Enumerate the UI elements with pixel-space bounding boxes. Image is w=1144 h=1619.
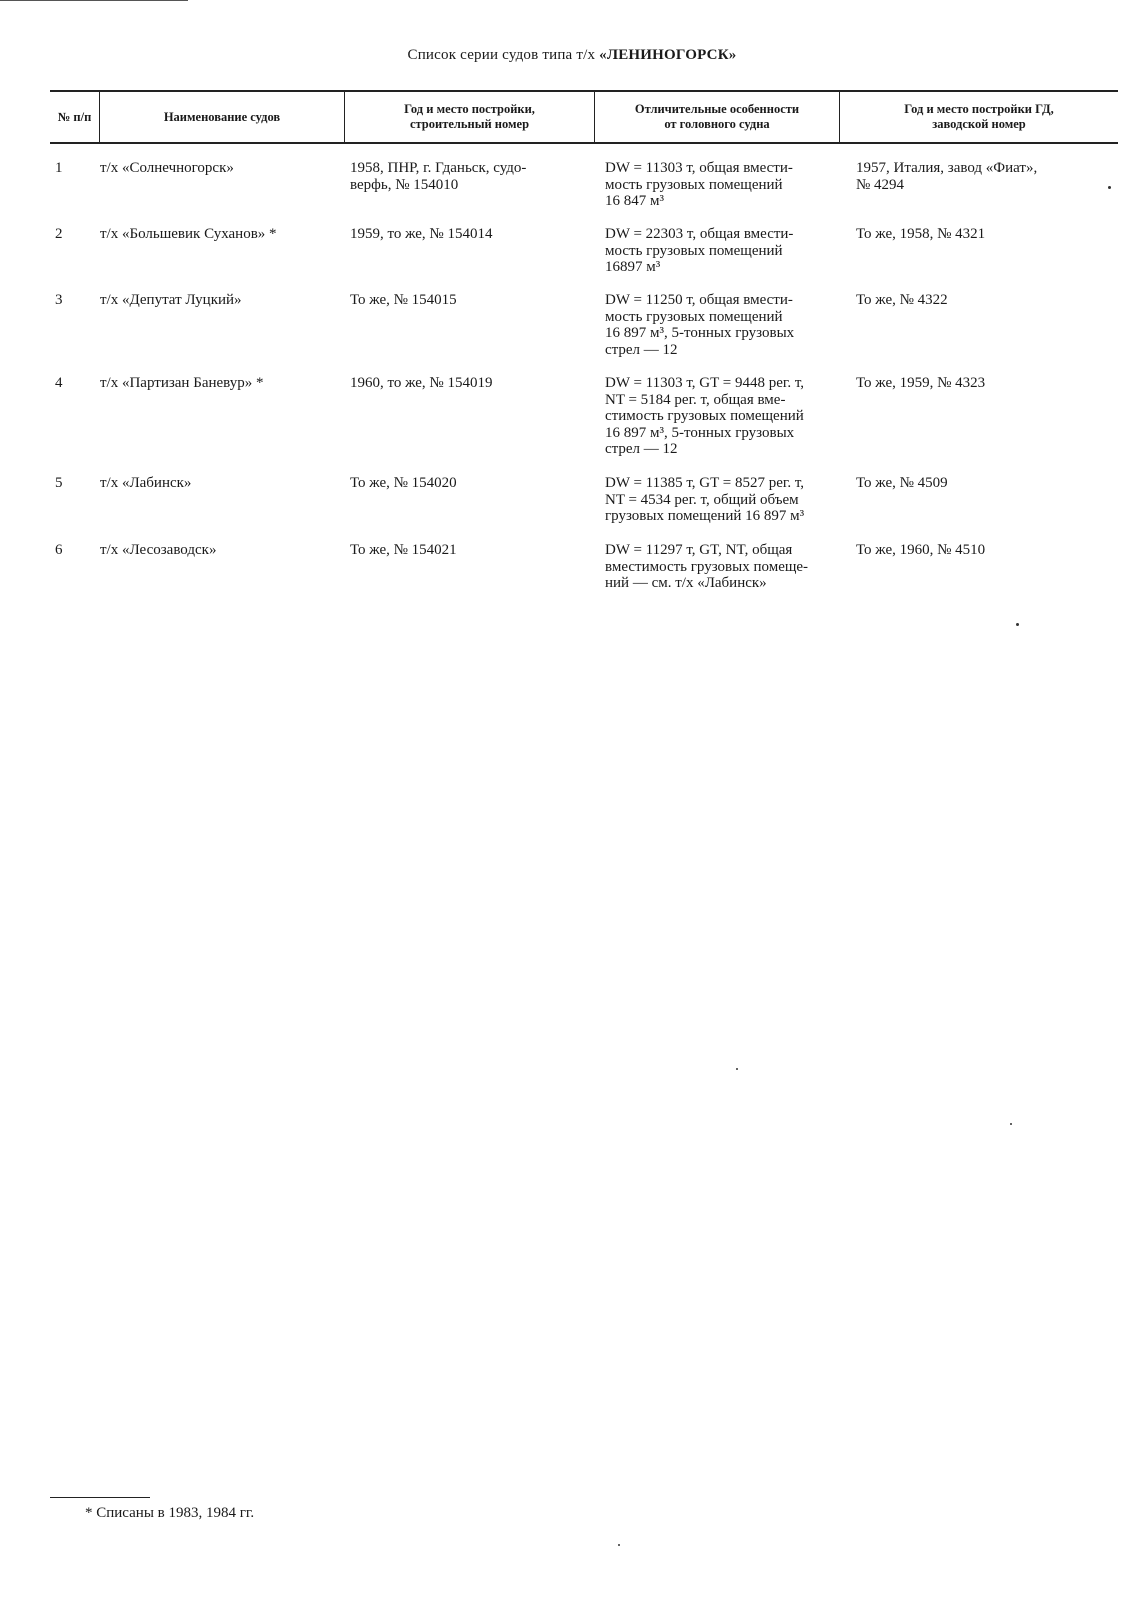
row-number: 5	[55, 475, 63, 491]
scan-speck	[1108, 186, 1111, 189]
engine-info: То же, 1960, № 4510	[856, 542, 986, 558]
engine-info: То же, № 4509	[856, 475, 948, 491]
differences: DW = 22303 т, общая вмести- мость грузовых помещений 16897 м³	[605, 226, 794, 275]
title-ship-type: «ЛЕНИНОГОРСК»	[599, 47, 737, 63]
differences: DW = 11303 т, GT = 9448 рег. т, NT = 5184 рег. т, общая вме- стимость грузовых помещений 16 897 м³, 5-тонных грузовых стрел — 12	[605, 375, 805, 457]
title-prefix: Список серии судов типа т/х	[407, 47, 596, 63]
row-number: 4	[55, 375, 63, 391]
scan-speck	[736, 1068, 738, 1070]
header-build-info: Год и место постройки, строительный номер	[345, 92, 595, 142]
scan-speck	[618, 1544, 620, 1546]
differences: DW = 11250 т, общая вмести- мость грузовых помещений 16 897 м³, 5-тонных грузовых стрел — 12	[605, 292, 795, 358]
row-number: 2	[55, 226, 63, 242]
header-engine-info: Год и место постройки ГД, заводской номер	[904, 102, 1054, 131]
top-rule	[0, 0, 188, 1]
build-info: То же, № 154020	[350, 475, 457, 491]
row-number: 1	[55, 160, 63, 176]
footnote: * Списаны в 1983, 1984 гг.	[85, 1505, 255, 1521]
build-info: 1959, то же, № 154014	[350, 226, 493, 242]
header-differences: Отличительные особенности от головного судна	[595, 92, 840, 142]
ship-name: т/х «Большевик Суханов» *	[100, 226, 277, 242]
ship-name: т/х «Лабинск»	[100, 475, 192, 491]
page-title	[0, 47, 1144, 64]
header-number: № п/п	[50, 92, 100, 142]
build-info: 1960, то же, № 154019	[350, 375, 493, 391]
differences: DW = 11303 т, общая вмести- мость грузовых помещений 16 847 м³	[605, 160, 793, 209]
footnote-rule	[50, 1497, 150, 1498]
build-info: 1958, ПНР, г. Гданьск, судо- верфь, № 154010	[350, 160, 527, 193]
row-number: 6	[55, 542, 63, 558]
header-ship-name: Наименование судов	[100, 92, 345, 142]
row-number: 3	[55, 292, 63, 308]
ship-name: т/х «Депутат Луцкий»	[100, 292, 242, 308]
ship-name: т/х «Партизан Баневур» *	[100, 375, 264, 391]
table-header	[50, 90, 1118, 144]
engine-info: То же, № 4322	[856, 292, 948, 308]
build-info: То же, № 154021	[350, 542, 457, 558]
engine-info: То же, 1958, № 4321	[856, 226, 986, 242]
scan-speck	[1016, 623, 1019, 626]
ship-name: т/х «Солнечногорск»	[100, 160, 234, 176]
differences: DW = 11297 т, GT, NT, общая вместимость грузовых помеще- ний — см. т/х «Лабинск»	[605, 542, 809, 591]
build-info: То же, № 154015	[350, 292, 457, 308]
ship-name: т/х «Лесозаводск»	[100, 542, 217, 558]
differences: DW = 11385 т, GT = 8527 рег. т, NT = 4534 рег. т, общий объем грузовых помещений 16 897 м³	[605, 475, 805, 524]
engine-info: 1957, Италия, завод «Фиат», № 4294	[856, 160, 1038, 193]
engine-info: То же, 1959, № 4323	[856, 375, 986, 391]
scan-speck	[1010, 1123, 1012, 1125]
